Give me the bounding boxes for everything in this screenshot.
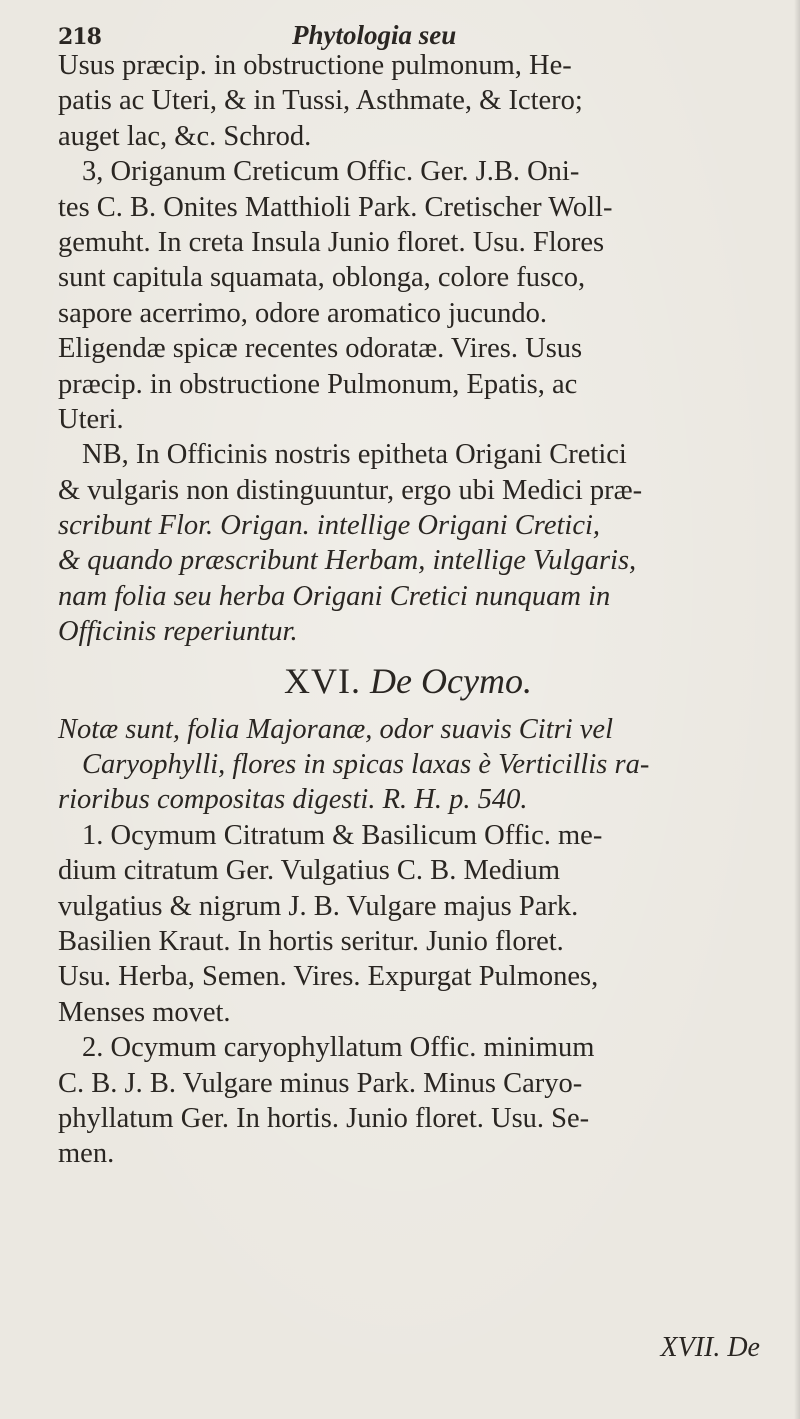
text-line: C. B. J. B. Vulgare minus Park. Minus Caryo-: [58, 1067, 583, 1099]
text-line: 2. Ocymum caryophyllatum Offic. minimum: [82, 1032, 595, 1064]
text-line: scribunt Flor. Origan. intellige Origani Cretici,: [58, 510, 601, 542]
text-line: dium citratum Ger. Vulgatius C. B. Medium: [58, 855, 561, 887]
text-line: præcip. in obstructione Pulmonum, Epatis, ac: [58, 368, 578, 400]
body-text: [58, 48, 798, 1172]
text-line: Menses movet.: [58, 996, 231, 1028]
text-line: sunt capitula squamata, oblonga, colore fusco,: [58, 262, 586, 294]
text-line: phyllatum Ger. In hortis. Junio floret. Usu. Se-: [58, 1102, 590, 1134]
text-line: 1. Ocymum Citratum & Basilicum Offic. me-: [82, 819, 603, 851]
text-line: & vulgaris non distinguuntur, ergo ubi Medici præ-: [58, 474, 643, 506]
catchword: XVII. De: [660, 1332, 760, 1363]
page-edge: [794, 0, 800, 1419]
section-heading: [58, 650, 798, 712]
section-title: De Ocymo.: [370, 660, 532, 701]
text-line: Basilien Kraut. In hortis seritur. Junio floret.: [58, 925, 564, 957]
text-line: patis ac Uteri, & in Tussi, Asthmate, & Ictero;: [58, 85, 583, 117]
text-line: Caryophylli, flores in spicas laxas è Verticillis ra-: [82, 749, 650, 781]
text-line: 3, Origanum Creticum Offic. Ger. J.B. Oni-: [82, 156, 580, 188]
text-line: & quando præscribunt Herbam, intellige Vulgaris,: [58, 545, 637, 577]
text-line: gemuht. In creta Insula Junio floret. Usu. Flores: [58, 226, 605, 258]
text-line: Uteri.: [58, 403, 124, 435]
text-line: Usus præcip. in obstructione pulmonum, He-: [58, 50, 572, 81]
page-number: 218: [58, 24, 101, 50]
text-line: vulgatius & nigrum J. B. Vulgare majus Park.: [58, 890, 579, 922]
running-title: Phytologia seu: [292, 20, 457, 50]
text-line: Usu. Herba, Semen. Vires. Expurgat Pulmones,: [58, 961, 599, 993]
text-line: sapore acerrimo, odore aromatico jucundo.: [58, 297, 548, 329]
text-line: Notæ sunt, folia Majoranæ, odor suavis Citri vel: [58, 713, 613, 745]
text-line: rioribus compositas digesti. R. H. p. 540.: [58, 784, 528, 816]
text-line: men.: [58, 1138, 115, 1170]
text-line: auget lac, &c. Schrod.: [58, 120, 312, 152]
text-line: Eligendæ spicæ recentes odoratæ. Vires. Usus: [58, 333, 583, 365]
text-line: Officinis reperiuntur.: [58, 616, 298, 648]
text-line: NB, In Officinis nostris epitheta Origani Cretici: [82, 439, 627, 471]
text-line: nam folia seu herba Origani Cretici nunquam in: [58, 580, 611, 612]
text-line: tes C. B. Onites Matthioli Park. Cretischer Woll-: [58, 191, 613, 223]
section-number: XVI.: [284, 660, 362, 701]
